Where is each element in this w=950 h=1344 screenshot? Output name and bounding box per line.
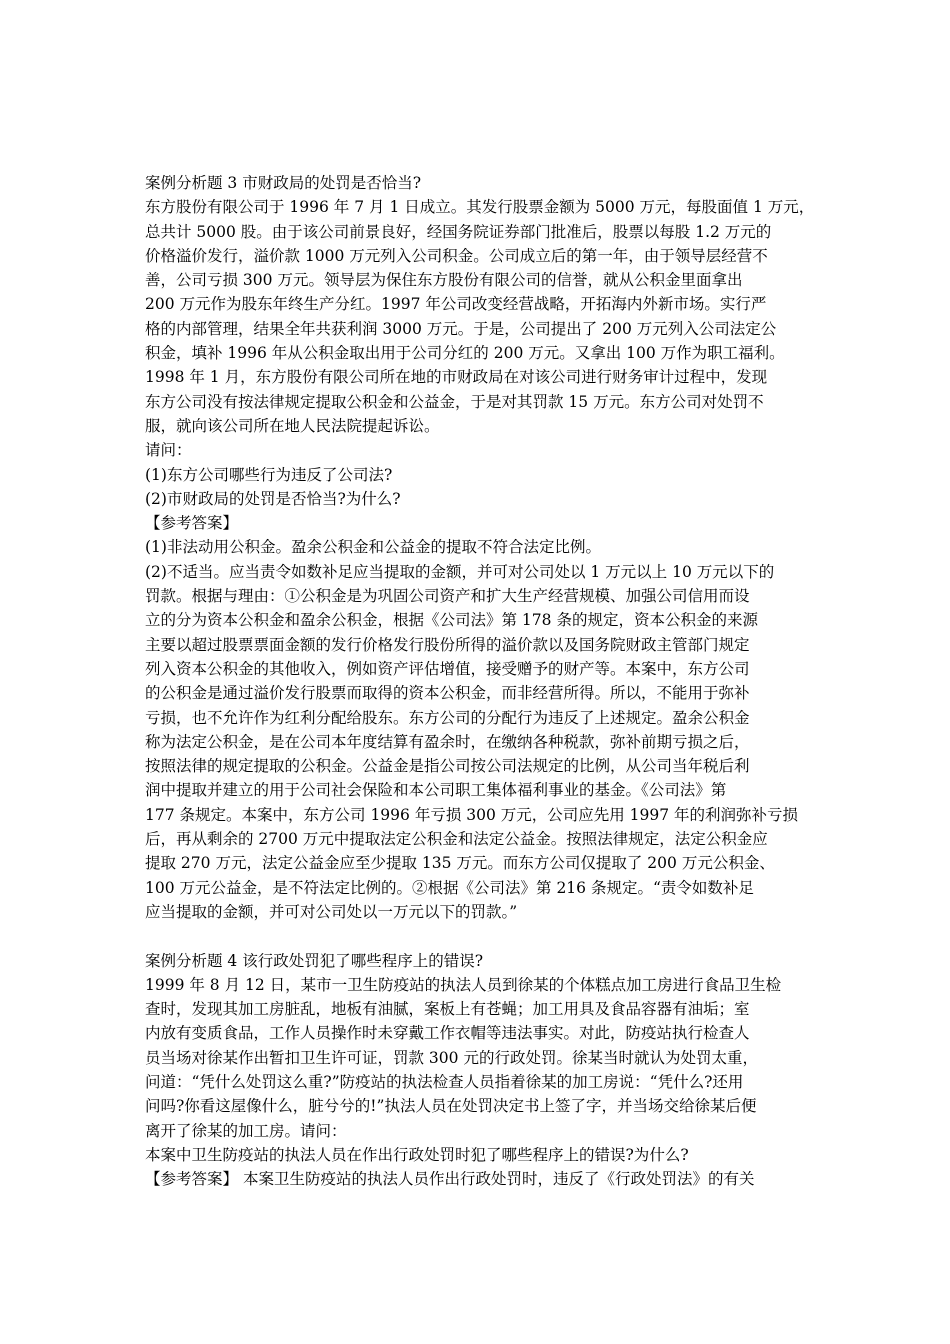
- case4-body-line: 离开了徐某的加工房。请问：: [145, 1121, 347, 1140]
- case4-question: 本案中卫生防疫站的执法人员在作出行政处罚时犯了哪些程序上的错误?为什么?: [145, 1145, 689, 1164]
- case3-answer-line: 主要以超过股票票面金额的发行价格发行股份所得的溢价款以及国务院财政主管部门规定: [145, 635, 750, 654]
- case3-title: 案例分析题 3 市财政局的处罚是否恰当?: [145, 174, 422, 192]
- case3-question: (2)市财政局的处罚是否恰当?为什么?: [145, 489, 401, 508]
- case3-answer-line: 润中提取并建立的用于公司社会保险和本公司职工集体福利事业的基金。《公司法》第: [145, 781, 727, 800]
- case4-body-line: 1999 年 8 月 12 日，某市一卫生防疫站的执法人员到徐某的个体糕点加工房进行食品卫生检: [145, 975, 782, 994]
- case3-answer-line: 177 条规定。本案中，东方公司 1996 年亏损 300 万元，公司应先用 1997 年的利润弥补亏损: [145, 805, 799, 824]
- case3-question: (1)东方公司哪些行为违反了公司法?: [145, 465, 393, 484]
- case3-body-line: 东方股份有限公司于 1996 年 7 月 1 日成立。其发行股票金额为 5000 万元，每股面值 1 万元，: [145, 198, 815, 217]
- case4-body-line: 问吗?你看这屋像什么，脏兮兮的!”执法人员在处罚决定书上签了字，并当场交给徐某后便: [145, 1097, 757, 1116]
- case3-answer-line: 提取 270 万元，法定公益金应至少提取 135 万元。而东方公司仅提取了 200 万元公积金、: [145, 854, 775, 873]
- case3-answer-line: 的公积金是通过溢价发行股票而取得的资本公积金，而非经营所得。所以，不能用于弥补: [145, 684, 750, 703]
- case3-answer-line: 按照法律的规定提取的公积金。公益金是指公司按公司法规定的比例，从公司当年税后利: [145, 757, 750, 776]
- case3-answer-line: 应当提取的金额，并可对公司处以一万元以下的罚款。”: [145, 902, 518, 921]
- case3-answer-line: 亏损，也不允许作为红利分配给股东。东方公司的分配行为违反了上述规定。盈余公积金: [145, 708, 750, 727]
- case3-ask-label: 请问：: [145, 441, 192, 460]
- section-spacer: [145, 924, 810, 948]
- case4-title: 案例分析题 4 该行政处罚犯了哪些程序上的错误?: [145, 951, 484, 970]
- case4-body-line: 内放有变质食品，工作人员操作时未穿戴工作衣帽等违法事实。对此，防疫站执行检查人: [145, 1024, 750, 1043]
- case3-answer-line: 列入资本公积金的其他收入，例如资产评估增值，接受赠予的财产等。本案中，东方公司: [145, 659, 750, 678]
- case4-body-line: 员当场对徐某作出暂扣卫生许可证，罚款 300 元的行政处罚。徐某当时就认为处罚太重，: [145, 1048, 758, 1067]
- case3-body-line: 格的内部管理，结果全年共获利润 3000 万元。于是，公司提出了 200 万元列入公司法定公: [145, 319, 777, 338]
- case3-answer-line: 100 万元公益金，是不符法定比例的。②根据《公司法》第 216 条规定。“责令如数补足: [145, 878, 754, 897]
- case3-body-line: 东方公司没有按法律规定提取公积金和公益金，于是对其罚款 15 万元。东方公司对处罚不: [145, 392, 764, 411]
- case3-answer-line: 称为法定公积金，是在公司本年度结算有盈余时，在缴纳各种税款，弥补前期亏损之后，: [145, 732, 750, 751]
- case3-answer-line: 后，再从剩余的 2700 万元中提取法定公积金和法定公益金。按照法律规定，法定公积金应: [145, 830, 768, 849]
- case3-body-line: 服，就向该公司所在地人民法院提起诉讼。: [145, 416, 440, 435]
- case4-body-line: 查时，发现其加工房脏乱，地板有油腻，案板上有苍蝇；加工用具及食品容器有油垢；室: [145, 1000, 750, 1019]
- case3-answer-line: 罚款。根据与理由：①公积金是为巩固公司资产和扩大生产经营规模、加强公司信用而设: [145, 587, 750, 606]
- case3-body-line: 积金，填补 1996 年从公积金取出用于公司分红的 200 万元。又拿出 100 万作为职工福利。: [145, 344, 785, 363]
- document-page: [145, 171, 815, 1191]
- case3-answer-line: (2)不适当。应当责令如数补足应当提取的金额，并可对公司处以 1 万元以上 10 万元以下的: [145, 562, 775, 581]
- case3-answer-label: 【参考答案】: [145, 514, 239, 533]
- case4-answer-label: 【参考答案】: [145, 1170, 239, 1189]
- case3-body-line: 1998 年 1 月，东方股份有限公司所在地的市财政局在对该公司进行财务审计过程中，发现: [145, 368, 768, 387]
- case3-body-line: 200 万元作为股东年终生产分红。1997 年公司改变经营战略，开拓海内外新市场。实行严: [145, 295, 767, 314]
- case3-answer-line: (1)非法动用公积金。盈余公积金和公益金的提取不符合法定比例。: [145, 538, 601, 557]
- case3-body-line: 价格溢价发行，溢价款 1000 万元列入公司积金。公司成立后的第一年，由于领导层经营不: [145, 246, 768, 265]
- case4-answer-line: [145, 1167, 810, 1191]
- case3-body-line: 善，公司亏损 300 万元。领导层为保住东方股份有限公司的信誉，就从公积金里面拿出: [145, 271, 743, 290]
- case3-answer-line: 立的分为资本公积金和盈余公积金，根据《公司法》第 178 条的规定，资本公积金的来源: [145, 611, 758, 630]
- case3-body-line: 总共计 5000 股。由于该公司前景良好，经国务院证券部门批准后，股票以每股 1.2 万元的: [145, 222, 772, 241]
- case4-answer-start: 本案卫生防疫站的执法人员作出行政处罚时，违反了《行政处罚法》的有关: [242, 1170, 755, 1189]
- case4-body-line: 问道：“凭什么处罚这么重?”防疫站的执法检查人员指着徐某的加工房说：“凭什么?还用: [145, 1072, 744, 1091]
